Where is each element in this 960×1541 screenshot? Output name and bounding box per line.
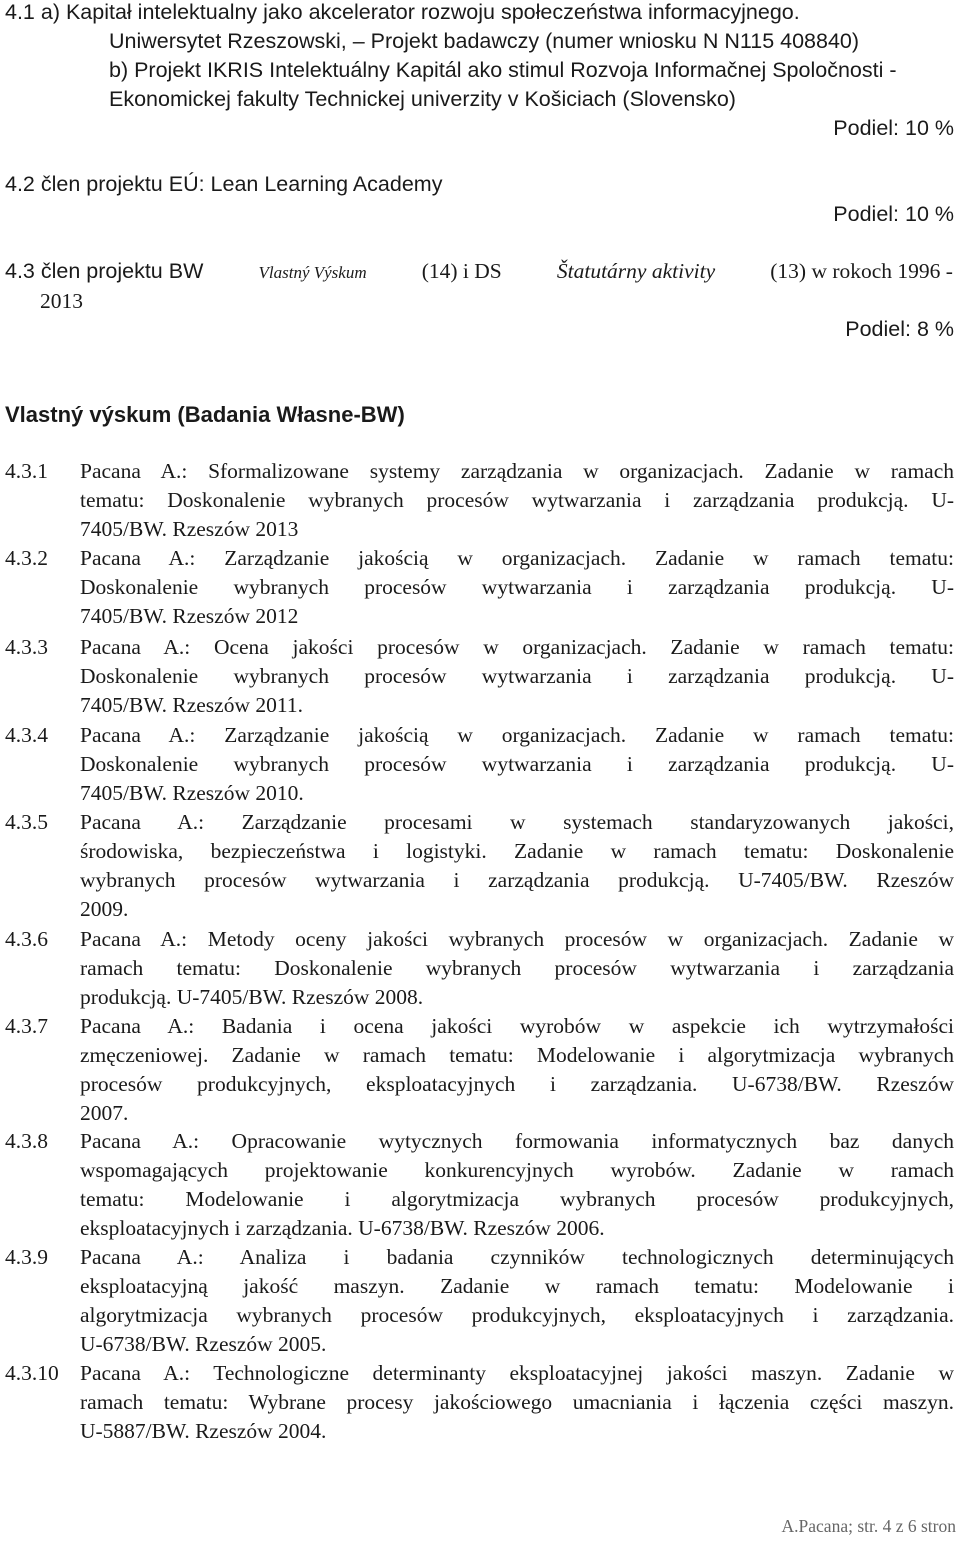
entry-number: 4.3.2	[5, 546, 48, 570]
entry-text-line: tematu: Modelowanie i algorytmizacja wybranych procesów produkcyjnych,	[80, 1187, 954, 1211]
entry-number: 4.3.1	[5, 459, 48, 483]
entry-text-line: 2007.	[80, 1101, 129, 1125]
entry-text-line: Doskonalenie wybranych procesów wytwarzania i zarządzania produkcją. U-	[80, 664, 954, 688]
entry-text-line: Doskonalenie wybranych procesów wytwarzania i zarządzania produkcją. U-	[80, 752, 954, 776]
entry-text-line: eksploatacyjnych i zarządzania. U-6738/BW. Rzeszów 2006.	[80, 1216, 605, 1240]
entry-text-line: produkcją. U-7405/BW. Rzeszów 2008.	[80, 985, 424, 1009]
entry-text-line: U-6738/BW. Rzeszów 2005.	[80, 1332, 327, 1356]
entry-text-line: Pacana A.: Zarządzanie jakością w organizacjach. Zadanie w ramach tematu:	[80, 723, 954, 747]
entry-text-line: Pacana A.: Opracowanie wytycznych formowania informatycznych baz danych	[80, 1129, 954, 1153]
entry-text-line: Pacana A.: Analiza i badania czynników technologicznych determinujących	[80, 1245, 954, 1269]
entry-number: 4.3.9	[5, 1245, 48, 1269]
entry-number: 4.3.4	[5, 723, 48, 747]
section-4-1-share: Podiel: 10 %	[833, 116, 954, 140]
section-4-2-share: Podiel: 10 %	[833, 202, 954, 226]
entry-text-line: 7405/BW. Rzeszów 2012	[80, 604, 299, 628]
entry-text-line: wybranych procesów wytwarzania i zarządzania produkcją. U-7405/BW. Rzeszów	[80, 868, 954, 892]
section-4-1-line-2: Uniwersytet Rzeszowski, – Projekt badawczy (numer wniosku N N115 408840)	[109, 29, 860, 53]
entry-text-line: ramach tematu: Wybrane procesy jakościowego umacniania i łączenia części maszyn.	[80, 1390, 954, 1414]
section-4-1-line-1: 4.1 a) Kapitał intelektualny jako akcelerator rozwoju społeczeństwa informacyjnego.	[5, 0, 800, 24]
entry-number: 4.3.5	[5, 810, 48, 834]
entry-number: 4.3.10	[5, 1361, 59, 1385]
entry-number: 4.3.7	[5, 1014, 48, 1038]
entry-number: 4.3.6	[5, 927, 48, 951]
entry-text-line: algorytmizacja wybranych procesów produkcyjnych, eksploatacyjnych i zarządzania.	[80, 1303, 954, 1327]
entry-text-line: 7405/BW. Rzeszów 2010.	[80, 781, 304, 805]
page-footer: A.Pacana; str. 4 z 6 stron	[781, 1516, 956, 1536]
entry-number: 4.3.3	[5, 635, 48, 659]
entry-text-line: eksploatacyjną jakość maszyn. Zadanie w ramach tematu: Modelowanie i	[80, 1274, 954, 1298]
entry-text-line: Doskonalenie wybranych procesów wytwarzania i zarządzania produkcją. U-	[80, 575, 954, 599]
entry-text-line: Pacana A.: Zarządzanie jakością w organizacjach. Zadanie w ramach tematu:	[80, 546, 954, 570]
entry-text-line: Pacana A.: Zarządzanie procesami w systemach standaryzowanych jakości,	[80, 810, 954, 834]
entry-text-line: U-5887/BW. Rzeszów 2004.	[80, 1419, 327, 1443]
entry-text-line: Pacana A.: Sformalizowane systemy zarządzania w organizacjach. Zadanie w ramach	[80, 459, 954, 483]
entry-text-line: Pacana A.: Technologiczne determinanty eksploatacyjnej jakości maszyn. Zadanie w	[80, 1361, 954, 1385]
section-4-3-share: Podiel: 8 %	[845, 317, 954, 341]
section-4-1-line-3: b) Projekt IKRIS Intelektuálny Kapitál ako stimul Rozvoja Informačnej Spoločnosti -	[109, 58, 897, 82]
entry-text-line: procesów produkcyjnych, eksploatacyjnych i zarządzania. U-6738/BW. Rzeszów	[80, 1072, 954, 1096]
entry-text-line: Pacana A.: Ocena jakości procesów w organizacjach. Zadanie w ramach tematu:	[80, 635, 954, 659]
entry-text-line: środowiska, bezpieczeństwa i logistyki. Zadanie w ramach tematu: Doskonalenie	[80, 839, 954, 863]
entry-text-line: ramach tematu: Doskonalenie wybranych procesów wytwarzania i zarządzania	[80, 956, 954, 980]
section-4-3-prefix: 4.3 člen projektu BW	[5, 259, 204, 283]
entry-text-line: Pacana A.: Badania i ocena jakości wyrobów w aspekcie ich wytrzymałości	[80, 1014, 954, 1038]
section-4-3-line-1	[5, 257, 953, 287]
section-4-3-mid: (14) i DS	[421, 259, 502, 283]
entry-text-line: zmęczeniowej. Zadanie w ramach tematu: Modelowanie i algorytmizacja wybranych	[80, 1043, 954, 1067]
entry-text-line: 7405/BW. Rzeszów 2013	[80, 517, 299, 541]
entry-text-line: Pacana A.: Metody oceny jakości wybranych procesów w organizacjach. Zadanie w	[80, 927, 954, 951]
entry-text-line: 7405/BW. Rzeszów 2011.	[80, 693, 303, 717]
section-4-2-line-1: 4.2 člen projektu EÚ: Lean Learning Academy	[5, 172, 443, 196]
entry-text-line: wspomagających projektowanie konkurencyjnych wyrobów. Zadanie w ramach	[80, 1158, 954, 1182]
section-4-3-statutarny: Štatutárny aktivity	[556, 259, 716, 283]
entry-text-line: 2009.	[80, 897, 129, 921]
section-4-3-vlastny-vyskum: Vlastný Výskum	[258, 263, 367, 282]
section-4-3-suffix: (13) w rokoch 1996 -	[770, 259, 953, 283]
entry-text-line: tematu: Doskonalenie wybranych procesów wytwarzania i zarządzania produkcją. U-	[80, 488, 954, 512]
section-4-1-line-4: Ekonomickej fakulty Technickej univerzity v Košiciach (Slovensko)	[109, 87, 736, 111]
section-heading: Vlastný výskum (Badania Własne-BW)	[5, 402, 405, 427]
section-4-3-line-2: 2013	[40, 289, 83, 313]
entry-number: 4.3.8	[5, 1129, 48, 1153]
